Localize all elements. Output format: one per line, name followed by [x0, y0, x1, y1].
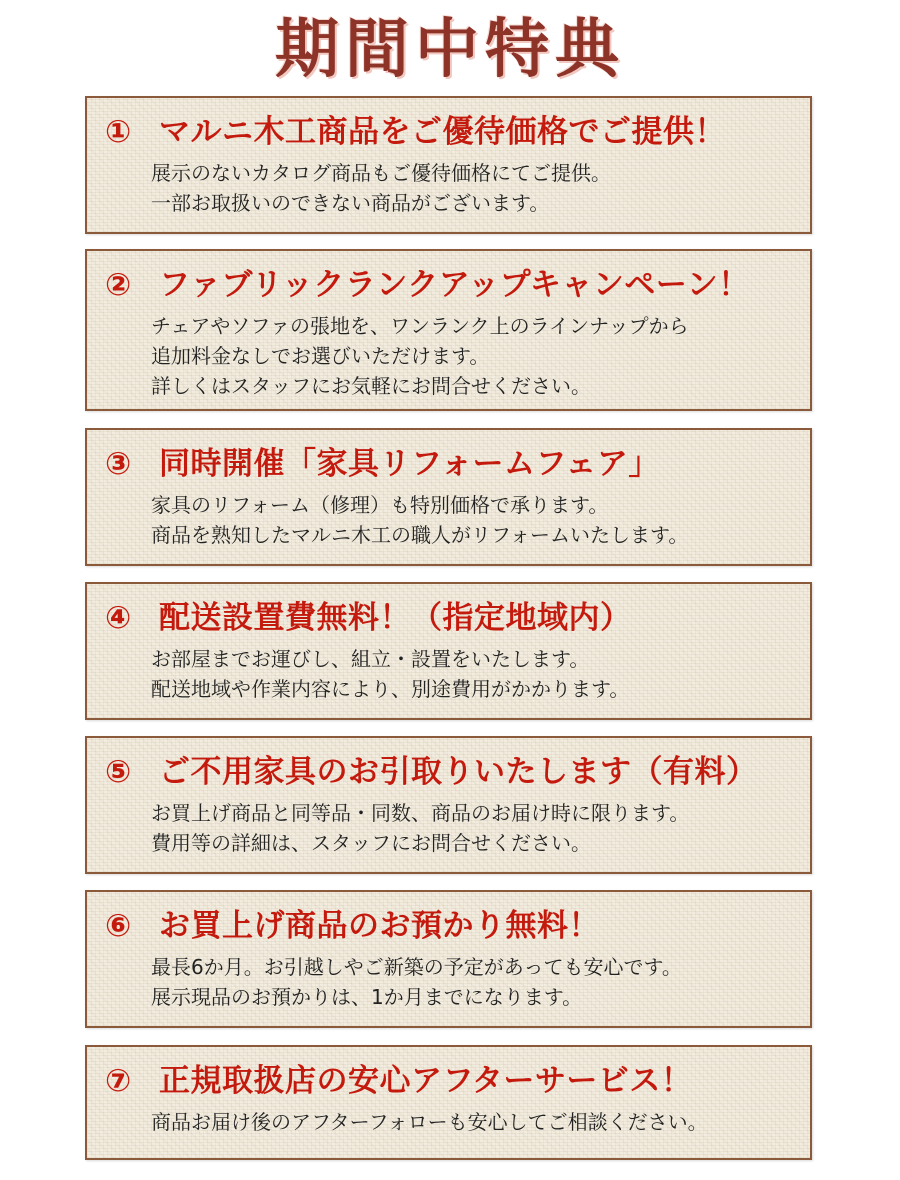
benefit-text-line: お部屋までお運びし、組立・設置をいたします。 — [151, 647, 590, 671]
benefit-heading — [105, 752, 758, 792]
benefit-card-3 — [85, 428, 812, 566]
benefit-title: 配送設置費無料！（指定地域内） — [159, 600, 632, 636]
benefit-text-line: チェアやソファの張地を、ワンランク上のラインナップから — [151, 314, 689, 338]
benefit-text-line: 展示のないカタログ商品もご優待価格にてご提供。 — [151, 161, 611, 185]
benefit-description — [151, 490, 800, 550]
benefit-number: ② — [105, 267, 132, 303]
benefit-description — [151, 311, 800, 401]
benefit-card-6 — [85, 890, 812, 1028]
benefit-number: ⑤ — [105, 754, 132, 790]
benefit-text-line: 展示現品のお預かりは、1か月までになります。 — [151, 985, 583, 1009]
benefit-text-line: 一部お取扱いのできない商品がございます。 — [151, 191, 550, 215]
page-title: 期間中特典 — [275, 13, 625, 87]
benefit-text-line: お買上げ商品と同等品・同数、商品のお届け時に限ります。 — [151, 801, 690, 825]
benefit-title: ご不用家具のお引取りいたします（有料） — [159, 754, 758, 790]
benefit-number: ④ — [105, 600, 132, 636]
benefit-card-1 — [85, 96, 812, 234]
benefit-number: ⑥ — [105, 908, 132, 944]
benefit-text-line: 家具のリフォーム（修理）も特別価格で承ります。 — [151, 493, 609, 517]
benefit-heading — [105, 1061, 692, 1101]
benefit-title: 正規取扱店の安心アフターサービス！ — [159, 1063, 693, 1099]
benefit-text-line: 商品を熟知したマルニ木工の職人がリフォームいたします。 — [151, 523, 689, 547]
benefit-title: マルニ木工商品をご優待価格でご提供！ — [159, 114, 726, 150]
benefit-description — [151, 644, 800, 704]
benefit-text-line: 費用等の詳細は、スタッフにお問合せください。 — [151, 831, 591, 855]
benefit-heading — [105, 598, 632, 638]
benefit-text-line: 詳しくはスタッフにお気軽にお問合せください。 — [151, 374, 591, 398]
benefit-description — [151, 798, 800, 858]
benefit-heading — [105, 265, 750, 305]
benefit-number: ⑦ — [105, 1063, 132, 1099]
benefit-card-5 — [85, 736, 812, 874]
benefit-title: お買上げ商品のお預かり無料！ — [159, 908, 600, 944]
benefit-text-line: 商品お届け後のアフターフォローも安心してご相談ください。 — [151, 1110, 708, 1134]
benefit-description — [151, 1107, 800, 1137]
benefit-heading — [105, 444, 660, 484]
benefit-heading — [105, 112, 726, 152]
benefit-title: ファブリックランクアップキャンペーン！ — [159, 267, 750, 303]
benefit-text-line: 最長6か月。お引越しやご新築の予定があっても安心です。 — [151, 955, 682, 979]
benefit-card-7 — [85, 1045, 812, 1160]
benefit-card-2 — [85, 249, 812, 411]
benefit-description — [151, 952, 800, 1012]
benefit-card-4 — [85, 582, 812, 720]
benefit-description — [151, 158, 800, 218]
benefit-heading — [105, 906, 600, 946]
benefit-text-line: 配送地域や作業内容により、別途費用がかかります。 — [151, 677, 630, 701]
benefit-text-line: 追加料金なしでお選びいただけます。 — [151, 344, 490, 368]
benefit-number: ③ — [105, 446, 132, 482]
benefit-title: 同時開催「家具リフォームフェア」 — [159, 446, 660, 482]
benefit-number: ① — [105, 114, 132, 150]
